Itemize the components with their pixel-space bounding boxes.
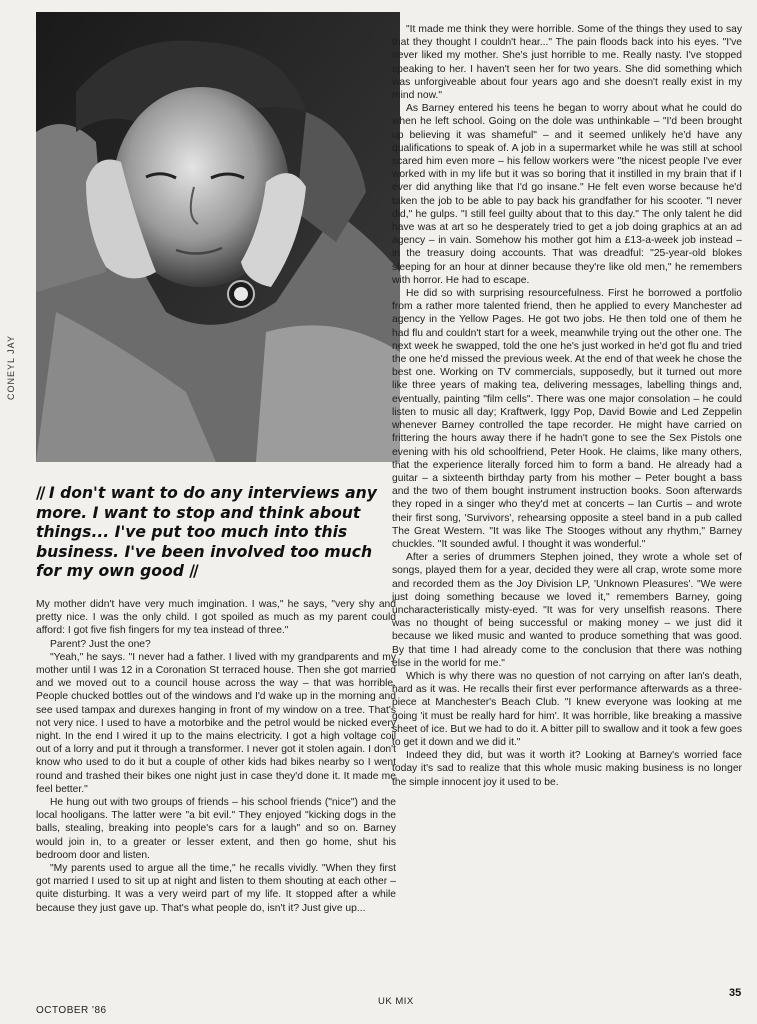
paragraph: Which is why there was no question of not carrying on after Ian's death, hard as it was. He recalls their first ever performance afterwards as a three-piece at Manchester's Beach Club. "I knew everyone was looking at me going 'it must be really hard for him'. It was horrible, like breaking a massive sheet of ice. But we had to do it. A bitter pill to swallow and it took a few goes to get it down and we did it."	[392, 670, 742, 748]
pull-quote	[36, 484, 396, 582]
paragraph: Parent? Just the one?	[50, 638, 151, 650]
portrait-photo	[36, 12, 400, 462]
photo-credit: CONEYL JAY	[6, 334, 16, 400]
paragraph: After a series of drummers Stephen joined, they wrote a whole set of songs, played them for a year, decided they were all crap, wrote some more and recorded them as the Joy Division LP, 'Unknown Pleasures'. "We were just doing something because we loved it," remembers Barney, going uncharacteristically misty-eyed. "It was for very unselfish reasons. There was no thought of being successful or making money – we just did it because we liked music and wanted to produce something that was good. By that time I had already come to the conclusion that there was nothing else in the world for me."	[392, 552, 742, 669]
magazine-name: UK MIX	[378, 996, 414, 1007]
issue-date: OCTOBER '86	[36, 1005, 107, 1016]
paragraph: He hung out with two groups of friends – his school friends ("nice") and the local hooligans. The latter were "a bit evil." They enjoyed "kicking dogs in the balls, stealing, breaking into people's cars for a laugh" and so on. Barney would join in, to a greater or lesser extent, and then go home, shut his bedroom door and listen.	[36, 797, 396, 861]
right-column	[392, 23, 742, 789]
page-number: 35	[729, 987, 742, 999]
paragraph: "My parents used to argue all the time," he recalls vividly. "When they first got married I used to sit up at night and listen to them shouting at each other – quite disturbing. It was a very weird part of my life. It stopped after a while because they just gave up. That's what people do, isn't it? Just give up...	[36, 863, 396, 914]
paragraph: "It made me think they were horrible. Some of the things they used to say that they thought I couldn't hear..." The pain floods back into his eyes. "I've never liked my mother. She's just horrible to me. Really nasty. I've stopped speaking to her. I haven't seen her for two years. She did something which was unforgiveable about four years ago and she doesn't really exist in my mind now."	[392, 24, 742, 102]
quote-close-mark: //	[189, 562, 197, 581]
paragraph: Indeed they did, but was it worth it? Looking at Barney's worried face today it's sad to realize that this whole music making business is no longer the simple innocent joy it used to be.	[392, 750, 742, 788]
paragraph: "Yeah," he says. "I never had a father. I lived with my grandparents and my mother until I was 12 in a Coronation St terraced house. Then she got married and we moved out to a council house across the way – that was horrible. People chucked bottles out of the windows and I'd wake up in the morning and see used tampax and durexes hanging in front of my window on a tree. That's not very nice. I used to have a motorbike and the petrol would be nicked every night. In the end I wired it up to the mains electricity. I got a high voltage coil out of a lorry and put it through a transformer. I never got it stolen again. I don't know who used to do it but a couple of other kids had bikes nearby so I went round and trashed their bikes one night just in case they'd done it. It made me feel better."	[36, 651, 396, 795]
paragraph: My mother didn't have very much imgination. I was," he says, "very shy and pretty nice. I was the only child. I got spoiled as much as my parent could afford: I got five fish fingers for my tea instead of three."	[36, 599, 396, 637]
left-column	[36, 598, 396, 915]
pull-quote-text: I don't want to do any interviews any more. I want to stop and think about things... I've put too much into this business. I've been involved too much for my own good	[36, 484, 377, 581]
paragraph: He did so with surprising resourcefulness. First he borrowed a portfolio from a rather more talented friend, then he applied to every Manchester ad agency in the Yellow Pages. He got two jobs. He then told one of them he had flu and couldn't start for a week, meanwhile trying out the other one. The next week he swapped, told the one he's just worked in he'd got flu and tried the one he'd missed the previous week. At the end of that week he chose the best one. Working on TV commercials, supposedly, but it turned out more like three years of making tea, delivering messages, labelling things and, eventually, painting "film cells". There was one major consolation – he could listen to music all day; Kraftwerk, Iggy Pop, David Bowie and Led Zeppelin whenever Barney controlled the tape recorder. He might have carried on frittering the hours away there if he hadn't gone to see the Sex Pistols one evening with his old schoolfriend, Peter Hook. He claims, like many others, that the experience literally forced him to form a band. He already had a guitar – a sixteenth birthday party from his mother – Peter bought a bass and the two of them bought instrument instruction books. Soon afterwards they roped in a singer who they'd met at concerts – Ian Curtis – and wrote their first song, 'Survivors', rehearsing opposite a steel band in a pub called The Great Western. "It was like The Stooges without any rhythm," Barney chuckles. "It sounded awful. I thought it was wonderful."	[392, 288, 742, 550]
paragraph: As Barney entered his teens he began to worry about what he could do when he left school. Going on the dole was unthinkable – "I'd been brought up believing it was shameful" – and it seemed unlikely he'd have any qualifications to speak of. A job in a supermarket while he was still at school scared him even more – his fellow workers were "the nicest people I've ever worked with in my life but it was so boring that it instilled in my brain that if I ever did anything like that I'd go insane." He felt even worse because he'd taken the job to be able to pay back his grandfather for his scooter. "I never did," he gulps. "I still feel guilty about that to this day." The only talent he did have was at art so he desperately tried to get a job doing graphics at an ad agency – in vain. Somehow his mother got him a £13-a-week job instead – in the treasury doing accounts. That was dreadful: "25-year-old blokes sleeping for an hour at dinner because they're like old men," he remembers with horror. He had to escape.	[392, 103, 742, 286]
quote-open-mark: //	[36, 484, 44, 502]
portrait-illustration	[36, 12, 400, 462]
